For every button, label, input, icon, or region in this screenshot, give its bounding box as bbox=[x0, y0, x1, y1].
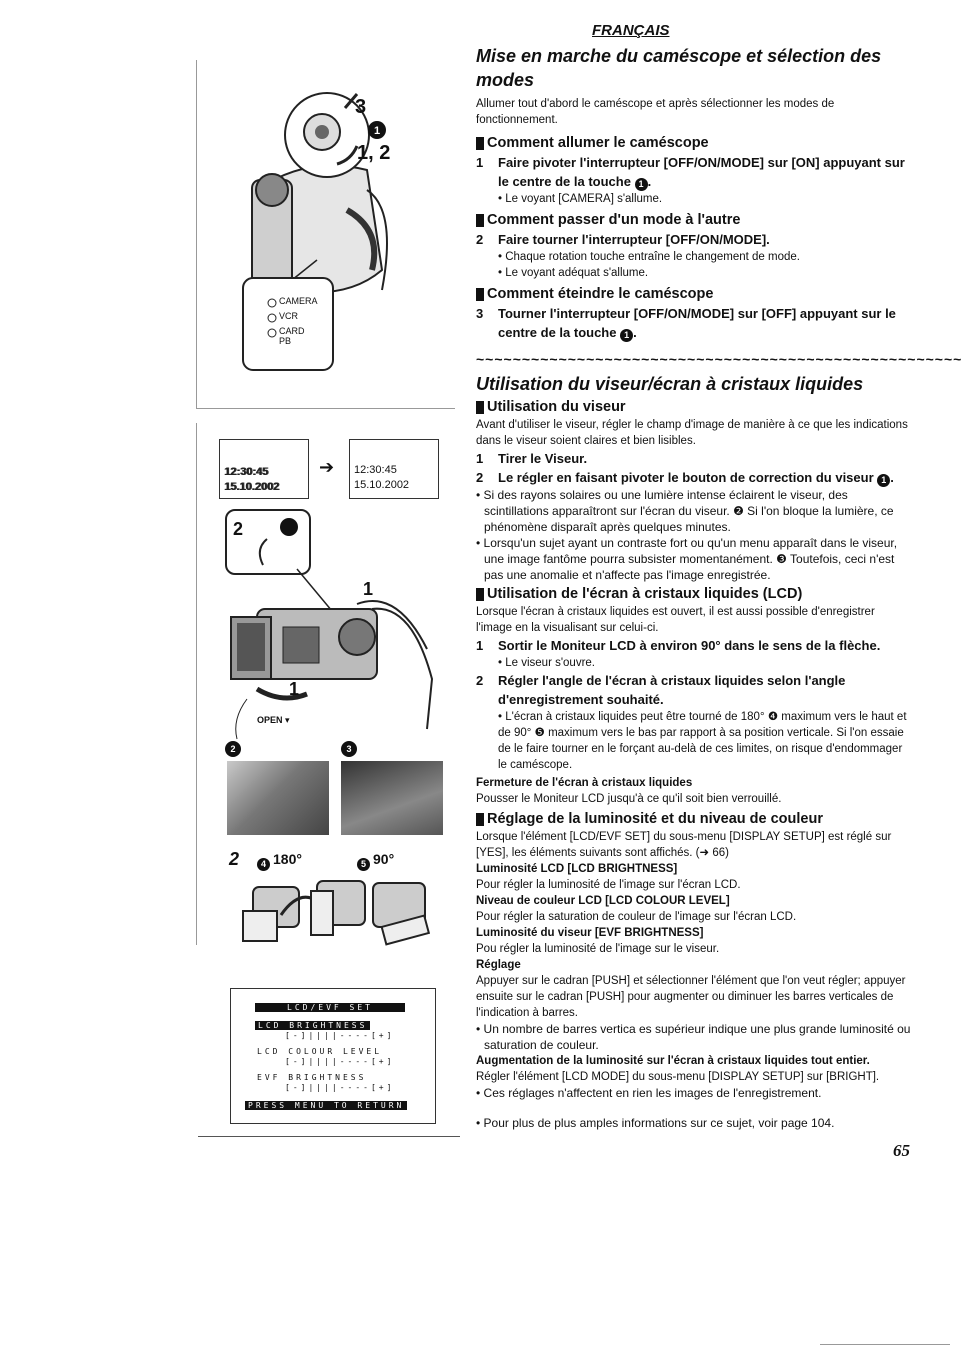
item-lcd-colour-title: Niveau de couleur LCD [LCD COLOUR LEVEL] bbox=[476, 895, 730, 907]
svg-text:1: 1 bbox=[374, 125, 381, 137]
section-divider-wave: ~~~~~~~~~~~~~~~~~~~~~~~~~~~~~~~~~~~~~~~~~~~~~~~~~~~~~ bbox=[476, 351, 962, 367]
sharp-time: 12:30:45 bbox=[354, 464, 397, 476]
marker-4-icon: 4 bbox=[257, 853, 270, 871]
step-power-on: 1 Faire pivoter l'interrupteur [OFF/ON/MODE] sur [ON] appuyant sur le centre de la touche 1 . bbox=[476, 155, 905, 189]
section-intro: Allumer tout d'abord le caméscope et après sélectionner les modes de fonctionnement. bbox=[476, 98, 835, 126]
bullet-lamp-lights: • Le voyant adéquat s'allume. bbox=[498, 267, 649, 279]
label-step-1-bottom: 1 bbox=[289, 679, 300, 699]
step-number: 1 bbox=[476, 638, 484, 653]
menu-footer-text: PRESS MENU TO RETURN bbox=[245, 1101, 407, 1110]
item-evf-brightness-title: Luminosité du viseur [EVF BRIGHTNESS] bbox=[476, 927, 704, 939]
step-number: 2 bbox=[476, 673, 484, 688]
marker-3-icon: 3 bbox=[341, 738, 357, 757]
camcorder-top-illustration bbox=[197, 60, 455, 408]
button-1-icon: 1 bbox=[620, 329, 633, 342]
angle-90: 90° bbox=[373, 851, 395, 867]
button-1-icon: 1 bbox=[635, 178, 648, 191]
menu-title-text: LCD/EVF SET bbox=[287, 1003, 373, 1012]
step-adjust-lcd-angle bbox=[476, 671, 912, 709]
item-lcd-brightness-title: Luminosité LCD [LCD BRIGHTNESS] bbox=[476, 863, 678, 875]
bullet-no-effect: • Ces réglages n'affectent en rien les images de l'enregistrement. bbox=[476, 1086, 822, 1100]
step-text: Faire pivoter l'interrupteur [OFF/ON/MODE] sur [ON] appuyant sur le centre de la touche bbox=[498, 155, 905, 189]
heading-brightness bbox=[476, 810, 912, 829]
footer-note: • Pour plus de plus amples informations sur ce sujet, voir page 104. bbox=[476, 1116, 835, 1130]
photo-sun-glare bbox=[227, 761, 329, 835]
step-number: 1 bbox=[476, 451, 484, 466]
angle-180: 180° bbox=[273, 851, 302, 867]
item-lcd-brightness-text: Pour régler la luminosité de l'image sur l'écran LCD. bbox=[476, 879, 741, 891]
bullet-text: Le viseur s'ouvre. bbox=[505, 657, 595, 669]
bullet-text: Le voyant adéquat s'allume. bbox=[505, 267, 649, 279]
heading-viewfinder bbox=[476, 398, 912, 417]
bottom-rule bbox=[820, 1344, 950, 1345]
step-text: Tirer le Viseur. bbox=[498, 451, 588, 466]
bullet-text: Chaque rotation touche entraîne le changement de mode. bbox=[505, 251, 800, 263]
bullet-camera-lamp: • Le voyant [CAMERA] s'allume. bbox=[498, 193, 663, 205]
label-step-2b: 2 bbox=[229, 849, 240, 869]
bullet-text: Lorsqu'un sujet ayant un contraste fort ou qu'un menu apparaît dans le viseur, une image fantôme pourra subsister momentanément. ❸ Toutefois, ceci n'est pas une anomalie et n'affecte pas l'image enregistrée. bbox=[483, 536, 898, 582]
menu-footer bbox=[245, 1101, 407, 1110]
heading-switch-mode bbox=[476, 211, 912, 230]
lcd-intro: Lorsque l'écran à cristaux liquides est ouvert, il est aussi possible d'enregistrer l'image en la visualisant sur celui-ci. bbox=[476, 606, 875, 634]
heading-text: Réglage de la luminosité et du niveau de couleur bbox=[487, 811, 823, 827]
heading-power-off bbox=[476, 285, 912, 304]
section-power-on bbox=[476, 44, 912, 342]
item-lcd-colour-text: Pour régler la saturation de couleur de l'image sur l'écran LCD. bbox=[476, 911, 797, 923]
section-title-viewfinder: Utilisation du viseur/écran à cristaux liquides bbox=[476, 374, 864, 394]
mode-vcr: VCR bbox=[279, 311, 299, 321]
heading-power-on bbox=[476, 134, 912, 153]
bullet-text: L'écran à cristaux liquides peut être tourné de 180° ❹ maximum vers le haut et de 90° ❺ maximum vers le bas par rapport à sa position verticale. Si l'on essaie de le faire tourner en le forçant au-delà de ces limites, on risque d'endommager le caméscope. bbox=[498, 711, 907, 771]
sharp-date: 15.10.2002 bbox=[354, 479, 410, 491]
step-switch-mode bbox=[476, 230, 912, 249]
menu-row-bar: [-]||||----[+] bbox=[285, 1083, 395, 1092]
arrow-right-icon: ➔ bbox=[319, 457, 335, 477]
bullet-rotation-limits: • L'écran à cristaux liquides peut être tourné de 180° ❹ maximum vers le haut et de 90° ❺ maximum vers le bas par rapport à sa position verticale. Si l'on essaie de le faire tourner en le forçant au-delà de ces limites, on risque d'endommager le caméscope. bbox=[498, 711, 907, 771]
heading-text: Comment éteindre le caméscope bbox=[487, 286, 714, 302]
closing-lcd-title: Fermeture de l'écran à cristaux liquides bbox=[476, 777, 693, 789]
section-title-power: Mise en marche du caméscope et sélection des modes bbox=[476, 46, 882, 90]
bullet-viewfinder-opens: • Le viseur s'ouvre. bbox=[498, 657, 595, 669]
blurry-time: 12:30:45 bbox=[224, 466, 269, 478]
boost-title: Augmentation de la luminosité sur l'écran à cristaux liquides tout entier. bbox=[476, 1055, 870, 1067]
figure-viewfinder-lcd bbox=[196, 423, 459, 945]
bullet-text: Ces réglages n'affectent en rien les images de l'enregistrement. bbox=[483, 1086, 822, 1100]
label-step-2: 2 bbox=[233, 519, 244, 539]
closing-lcd-text: Pousser le Moniteur LCD jusqu'à ce qu'il soit bien verrouillé. bbox=[476, 793, 782, 805]
item-adjust-text: Appuyer sur le cadran [PUSH] et sélectionner l'élément que l'on veut régler; appuyer ensuite sur le cadran [PUSH] pour augmenter ou diminuer les barres verticales de l'indication à barres. bbox=[476, 975, 906, 1019]
language-label: FRANÇAIS bbox=[592, 22, 670, 39]
step-text: Tourner l'interrupteur [OFF/ON/MODE] sur [OFF] appuyant sur le centre de la touche bbox=[498, 306, 896, 340]
display-sharp bbox=[349, 439, 439, 499]
photo-ghost-image bbox=[341, 761, 443, 835]
heading-text: Utilisation de l'écran à cristaux liquides (LCD) bbox=[487, 586, 803, 602]
label-step-1-2: 1, 2 bbox=[357, 142, 391, 164]
step-text: Régler l'angle de l'écran à cristaux liquides selon l'angle d'enregistrement souhaité. bbox=[498, 673, 846, 707]
step-text: Sortir le Moniteur LCD à environ 90° dans le sens de la flèche. bbox=[498, 638, 881, 653]
marker-2-icon: 2 bbox=[225, 738, 241, 757]
marker-5-icon: 5 bbox=[357, 853, 370, 871]
page-number: 65 bbox=[893, 1141, 910, 1160]
brightness-intro: Lorsque l'élément [LCD/EVF SET] du sous-menu [DISPLAY SETUP] est réglé sur [YES], les éléments suivants sont affichés. (➜ 66) bbox=[476, 831, 892, 859]
label-step-1-top: 1 bbox=[363, 579, 374, 599]
item-evf-brightness-text: Pou régler la luminosité de l'image sur le viseur. bbox=[476, 943, 720, 955]
step-number: 2 bbox=[476, 232, 484, 247]
heading-text: Comment passer d'un mode à l'autre bbox=[487, 212, 741, 228]
menu-row-evf-brightness: EVF BRIGHTNESS bbox=[257, 1073, 367, 1082]
lcd-rotation-illustration bbox=[197, 869, 459, 949]
mode-pb: PB bbox=[279, 336, 292, 346]
button-1-icon: 1 bbox=[877, 474, 890, 487]
mode-camera: CAMERA bbox=[279, 296, 318, 306]
bullet-text: Le voyant [CAMERA] s'allume. bbox=[505, 193, 663, 205]
boost-text: Régler l'élément [LCD MODE] du sous-menu [DISPLAY SETUP] sur [BRIGHT]. bbox=[476, 1071, 880, 1083]
bullet-ghost: • Lorsqu'un sujet ayant un contraste fort ou qu'un menu apparaît dans le viseur, une image fantôme pourra subsister momentanément. ❸ Toutefois, ceci n'est pas une anomalie et n'affecte pas l'image enregistrée. bbox=[476, 536, 898, 582]
step-power-off: 3 Tourner l'interrupteur [OFF/ON/MODE] sur [OFF] appuyant sur le centre de la touche 1 . bbox=[476, 306, 896, 340]
figure-power-switch bbox=[196, 60, 455, 409]
bullet-text: Pour plus de plus amples informations sur ce sujet, voir page 104. bbox=[483, 1116, 835, 1130]
bullet-sunlight: • Si des rayons solaires ou une lumière intense éclairent le viseur, des scintillations apparaîtront sur l'écran du viseur. ❷ Si l'on bloque la lumière, ce phénomène disparaît après quelques minutes. bbox=[476, 488, 894, 534]
menu-title bbox=[255, 1003, 405, 1012]
step-adjust-viewfinder: 2 Le régler en faisant pivoter le bouton de correction du viseur 1 . bbox=[476, 470, 894, 485]
menu-row-bar: [-]||||----[+] bbox=[285, 1057, 395, 1066]
section-viewfinder-lcd bbox=[476, 372, 912, 1131]
menu-row-bar: [-]||||----[+] bbox=[285, 1031, 395, 1040]
bullet-text: Si des rayons solaires ou une lumière intense éclairent le viseur, des scintillations apparaîtront sur l'écran du viseur. ❷ Si l'on bloque la lumière, ce phénomène disparaît après quelques minutes. bbox=[483, 488, 894, 534]
bullet-text: Un nombre de barres vertica es supérieur indique une plus grande luminosité ou saturation de couleur. bbox=[483, 1022, 911, 1052]
step-number: 2 bbox=[476, 470, 484, 485]
display-blurry bbox=[219, 439, 309, 499]
heading-lcd bbox=[476, 585, 912, 604]
label-open: OPEN ▾ bbox=[257, 715, 290, 725]
bullet-more-bars: • Un nombre de barres vertica es supérieur indique une plus grande luminosité ou saturation de couleur. bbox=[476, 1022, 911, 1052]
step-number: 3 bbox=[476, 306, 484, 321]
step-text: Le régler en faisant pivoter le bouton de correction du viseur bbox=[498, 470, 874, 485]
heading-text: Utilisation du viseur bbox=[487, 399, 626, 415]
menu-row-lcd-colour: LCD COLOUR LEVEL bbox=[257, 1047, 383, 1056]
left-bottom-rule bbox=[198, 1136, 460, 1137]
mode-card: CARD bbox=[279, 326, 305, 336]
viewfinder-intro: Avant d'utiliser le viseur, régler le champ d'image de manière à ce que les indications dans le viseur soient claires et bien lisibles. bbox=[476, 419, 908, 447]
camcorder-lcd-illustration bbox=[197, 509, 459, 749]
step-text: Faire tourner l'interrupteur [OFF/ON/MODE]. bbox=[498, 232, 770, 247]
heading-text: Comment allumer le caméscope bbox=[487, 135, 709, 151]
step-number: 1 bbox=[476, 155, 484, 170]
item-adjust-title: Réglage bbox=[476, 959, 521, 971]
menu-row-lcd-brightness bbox=[255, 1021, 370, 1030]
blurry-date: 15.10.2002 bbox=[224, 481, 280, 493]
lcd-evf-menu-screen bbox=[230, 988, 436, 1124]
menu-row-label: LCD BRIGHTNESS bbox=[255, 1021, 370, 1030]
step-open-lcd bbox=[476, 636, 912, 655]
bullet-mode-change: • Chaque rotation touche entraîne le changement de mode. bbox=[498, 251, 800, 263]
step-pull-viewfinder bbox=[476, 449, 912, 468]
label-step-3: 3 bbox=[355, 96, 367, 118]
